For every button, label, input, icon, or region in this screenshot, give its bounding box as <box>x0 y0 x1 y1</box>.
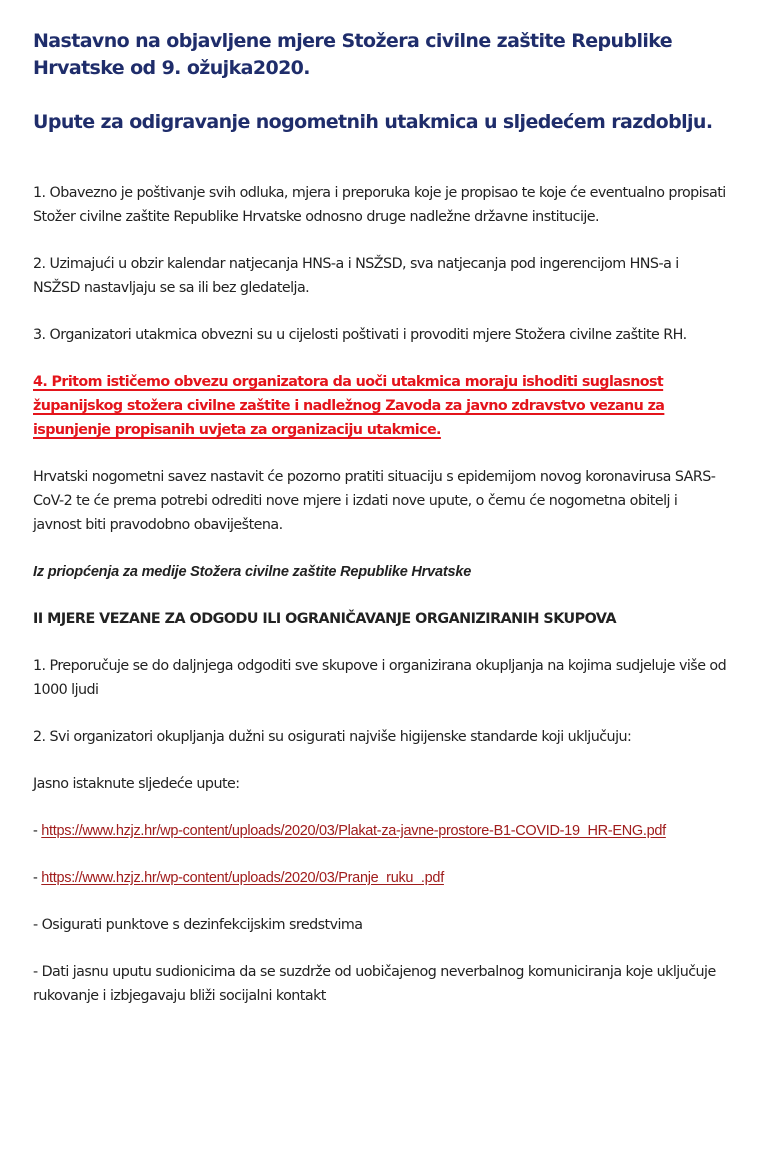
dash: - <box>33 823 42 839</box>
press-source-heading: Iz priopćenja za medije Stožera civilne zaštite Republike Hrvatske <box>33 564 472 580</box>
instruction-2: 2. Uzimajući u obzir kalendar natjecanja HNS-a i NSŽSD, sva natjecanja pod ingerencijom HNS-a i NSŽSD nastavljaju se sa ili bez gledatelja. <box>33 256 679 296</box>
measures-heading: II MJERE VEZANE ZA ODGODU ILI OGRANIČAVANJE ORGANIZIRANIH SKUPOVA <box>33 611 617 627</box>
dash: - <box>33 870 42 886</box>
document-title: Nastavno na objavljene mjere Stožera civilne zaštite Republike Hrvatske od 9. ožujka2020. <box>33 30 673 79</box>
bullet-disinfection: - Osigurati punktove s dezinfekcijskim sredstvima <box>33 917 363 933</box>
closing-paragraph: Hrvatski nogometni savez nastavit će pozorno pratiti situaciju s epidemijom novog koronavirusa SARS-CoV-2 te će prema potrebi odrediti nove mjere i izdati nove upute, o čemu će nogometna obitelj i javnost biti pravodobno obaviještena. <box>33 469 716 533</box>
bullet-contact: - Dati jasnu uputu sudionicima da se suzdrže od uobičajenog neverbalnog komuniciranja koje uključuje rukovanje i izbjegavaju bliži socijalni kontakt <box>33 964 716 1004</box>
measure-item-2: 2. Svi organizatori okupljanja dužni su osigurati najviše higijenske standarde koji uključuju: <box>33 729 632 745</box>
handwashing-pdf-link[interactable]: https://www.hzjz.hr/wp-content/uploads/2020/03/Pranje_ruku_.pdf <box>41 870 444 886</box>
document-subtitle: Upute za odigravanje nogometnih utakmica u sljedećem razdoblju. <box>33 111 713 133</box>
link-item-2 <box>33 866 728 890</box>
poster-pdf-link[interactable]: https://www.hzjz.hr/wp-content/uploads/2020/03/Plakat-za-javne-prostore-B1-COVID-19_HR-ENG.pdf <box>41 823 666 839</box>
measure-item-1: 1. Preporučuje se do daljnjega odgoditi sve skupove i organizirana okupljanja na kojima sudjeluje više od 1000 ljudi <box>33 658 727 698</box>
highlighted-instruction-4: 4. Pritom ističemo obvezu organizatora da uoči utakmica moraju ishoditi suglasnost županijskog stožera civilne zaštite i nadležnog Zavoda za javno zdravstvo vezanu za ispunjenje propisanih uvjeta za organizaciju utakmice. <box>33 374 665 438</box>
link-item-1 <box>33 819 728 843</box>
instructions-subheading: Jasno istaknute sljedeće upute: <box>33 776 240 792</box>
instruction-3: 3. Organizatori utakmica obvezni su u cijelosti poštivati i provoditi mjere Stožera civilne zaštite RH. <box>33 327 687 343</box>
instruction-1: 1. Obavezno je poštivanje svih odluka, mjera i preporuka koje je propisao te koje će eventualno propisati Stožer civilne zaštite Republike Hrvatske odnosno druge nadležne državne institucije. <box>33 185 726 225</box>
